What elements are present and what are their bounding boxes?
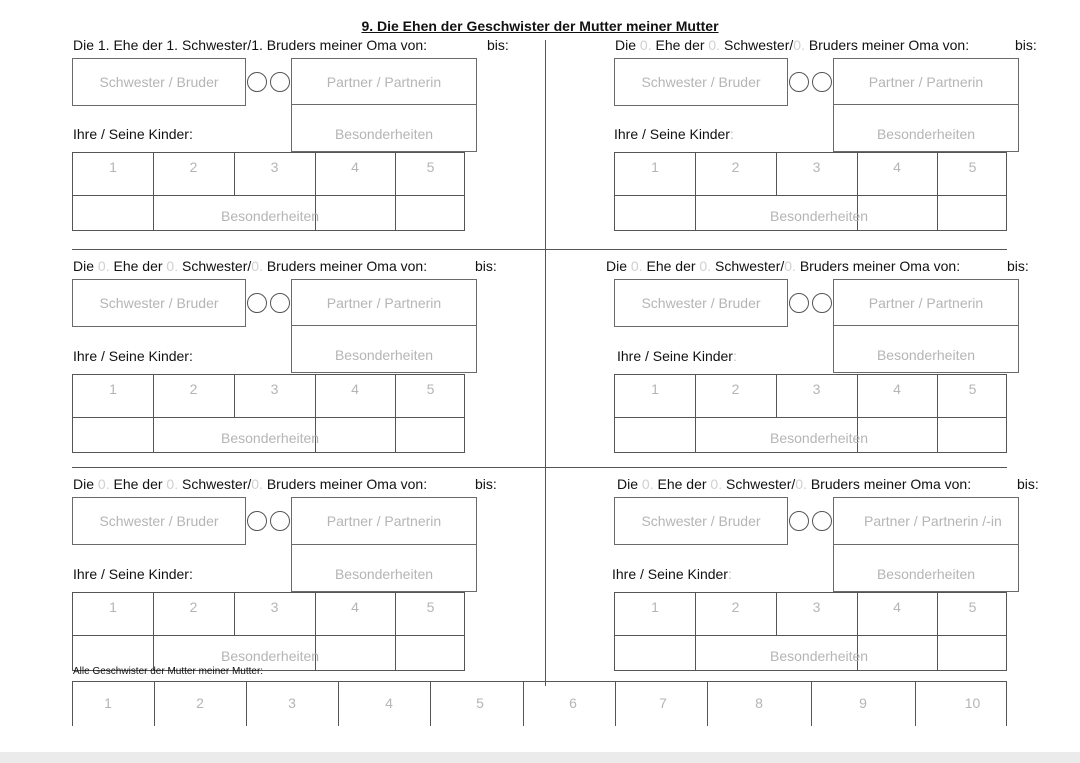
sibling-placeholder: Schwester / Bruder bbox=[641, 295, 761, 311]
sibling-placeholder: Schwester / Bruder bbox=[641, 74, 761, 90]
children-special-notes: Besonderheiten bbox=[770, 648, 869, 664]
partner-field[interactable] bbox=[833, 58, 1019, 105]
child-number: 3 bbox=[270, 381, 279, 397]
children-special-notes: Besonderheiten bbox=[221, 208, 320, 224]
wedding-ring-icon bbox=[247, 293, 267, 313]
children-special-notes: Besonderheiten bbox=[770, 430, 869, 446]
special-notes-placeholder: Besonderheiten bbox=[334, 566, 434, 582]
children-label-colon: : bbox=[732, 348, 737, 364]
children-label: Ihre / Seine Kinder: bbox=[73, 566, 193, 582]
header-text: Die 1. Ehe der 1. Schwester/1. Bruders meiner Oma von: bbox=[73, 37, 428, 53]
sibling-field[interactable] bbox=[614, 58, 788, 106]
special-notes-field[interactable] bbox=[833, 544, 1019, 592]
sibling-placeholder: Schwester / Bruder bbox=[99, 295, 219, 311]
child-number: 1 bbox=[109, 381, 117, 397]
child-number: 2 bbox=[189, 381, 198, 397]
children-label bbox=[614, 126, 734, 142]
center-divider bbox=[545, 40, 546, 686]
header-text: Bruders meiner Oma von: bbox=[799, 258, 961, 274]
header-text: Schwester/ bbox=[182, 476, 252, 492]
partner-placeholder: Partner / Partnerin bbox=[868, 294, 984, 311]
special-notes-placeholder: Besonderheiten bbox=[876, 126, 976, 142]
header-text: Schwester/ bbox=[182, 258, 252, 274]
header-text: Die bbox=[73, 476, 95, 492]
row-separator-2 bbox=[72, 467, 1007, 468]
children-table[interactable] bbox=[614, 152, 1007, 231]
until-label: bis: bbox=[475, 258, 497, 274]
wedding-ring-icon bbox=[270, 293, 290, 313]
marriage-number: 0. bbox=[97, 476, 110, 492]
marriage-number: 0. bbox=[641, 476, 654, 492]
header-text: Ehe der bbox=[113, 258, 163, 274]
child-number: 2 bbox=[731, 159, 740, 175]
marriage-header bbox=[606, 258, 960, 274]
children-label-text: Ihre / Seine Kinder bbox=[617, 348, 733, 364]
header-text: Bruders meiner Oma von: bbox=[810, 476, 972, 492]
child-number: 3 bbox=[812, 159, 821, 175]
child-number: 3 bbox=[270, 599, 279, 615]
children-table[interactable] bbox=[72, 592, 465, 671]
child-number: 5 bbox=[426, 159, 435, 175]
special-notes-field[interactable] bbox=[833, 325, 1019, 373]
child-number: 5 bbox=[426, 599, 435, 615]
child-number: 2 bbox=[189, 159, 198, 175]
special-notes-placeholder: Besonderheiten bbox=[334, 126, 434, 142]
child-number: 1 bbox=[651, 159, 659, 175]
children-table[interactable] bbox=[614, 374, 1007, 453]
children-table[interactable] bbox=[614, 592, 1007, 671]
page-title: 9. Die Ehen der Geschwister der Mutter meiner Mutter bbox=[361, 18, 719, 34]
children-special-notes: Besonderheiten bbox=[221, 648, 320, 664]
page-bottom-margin bbox=[0, 752, 1080, 763]
wedding-ring-icon bbox=[270, 72, 290, 92]
marriage-header bbox=[73, 258, 427, 274]
child-number: 4 bbox=[351, 381, 359, 397]
marriage-number: 0. bbox=[639, 37, 652, 53]
wedding-ring-icon bbox=[789, 511, 809, 531]
child-number: 3 bbox=[812, 381, 821, 397]
header-text: Schwester/ bbox=[715, 258, 785, 274]
children-label-text: Ihre / Seine Kinder bbox=[612, 566, 728, 582]
wedding-ring-icon bbox=[789, 293, 809, 313]
wedding-ring-icon bbox=[270, 511, 290, 531]
sibling-number: 0. bbox=[710, 476, 723, 492]
header-text: Die bbox=[615, 37, 637, 53]
children-label-text: Ihre / Seine Kinder bbox=[614, 126, 730, 142]
children-label: Ihre / Seine Kinder: bbox=[73, 126, 193, 142]
child-number: 4 bbox=[351, 159, 359, 175]
sibling-number: 0. bbox=[708, 37, 721, 53]
partner-field[interactable] bbox=[291, 58, 477, 105]
partner-field[interactable] bbox=[833, 279, 1019, 326]
sibling-number: 8 bbox=[755, 695, 763, 711]
partner-placeholder: Partner / Partnerin bbox=[326, 73, 442, 90]
sibling-field[interactable] bbox=[614, 497, 788, 545]
marriage-header bbox=[73, 37, 427, 53]
sibling-number: 1 bbox=[104, 695, 112, 711]
marriage-number: 0. bbox=[630, 258, 643, 274]
sibling-field[interactable] bbox=[72, 279, 246, 327]
header-text: Schwester/ bbox=[726, 476, 796, 492]
sibling-field[interactable] bbox=[72, 58, 246, 106]
child-number: 5 bbox=[968, 599, 977, 615]
until-label: bis: bbox=[1007, 258, 1029, 274]
sibling-number: 7 bbox=[659, 695, 667, 711]
sibling-placeholder: Schwester / Bruder bbox=[99, 74, 219, 90]
child-number: 5 bbox=[968, 159, 977, 175]
child-number: 3 bbox=[812, 599, 821, 615]
special-notes-field[interactable] bbox=[291, 104, 477, 152]
children-label bbox=[612, 566, 732, 582]
child-number: 1 bbox=[109, 159, 117, 175]
sibling-number: 0. bbox=[166, 476, 179, 492]
child-number: 4 bbox=[893, 159, 901, 175]
wedding-ring-icon bbox=[789, 72, 809, 92]
wedding-ring-icon bbox=[247, 511, 267, 531]
partner-placeholder: Partner / Partnerin bbox=[868, 73, 984, 90]
sibling-field[interactable] bbox=[72, 497, 246, 545]
child-number: 2 bbox=[731, 599, 740, 615]
sibling-number: 6 bbox=[569, 695, 577, 711]
header-text: Schwester/ bbox=[724, 37, 794, 53]
sibling-number: 0. bbox=[793, 37, 805, 53]
children-label: Ihre / Seine Kinder: bbox=[73, 348, 193, 364]
special-notes-placeholder: Besonderheiten bbox=[876, 347, 976, 363]
child-number: 2 bbox=[731, 381, 740, 397]
sibling-number: 0. bbox=[166, 258, 179, 274]
partner-field[interactable] bbox=[291, 279, 477, 326]
partner-placeholder: Partner / Partnerin bbox=[326, 513, 442, 529]
special-notes-field[interactable] bbox=[833, 104, 1019, 152]
wedding-ring-icon bbox=[247, 72, 267, 92]
child-number: 4 bbox=[893, 381, 901, 397]
sibling-placeholder: Schwester / Bruder bbox=[99, 513, 219, 529]
header-text: Die bbox=[73, 258, 95, 274]
sibling-placeholder: Schwester / Bruder bbox=[641, 513, 761, 529]
marriage-number: 0. bbox=[97, 258, 110, 274]
child-number: 1 bbox=[651, 599, 659, 615]
all-siblings-label: Alle Geschwister der Mutter meiner Mutter: bbox=[73, 666, 264, 677]
sibling-number: 4 bbox=[385, 695, 393, 711]
header-text: Ehe der bbox=[655, 37, 705, 53]
children-label-colon: : bbox=[727, 566, 732, 582]
child-number: 3 bbox=[270, 159, 279, 175]
children-table[interactable] bbox=[72, 374, 465, 453]
until-label: bis: bbox=[475, 476, 497, 492]
partner-placeholder: Partner / Partnerin /-in bbox=[864, 513, 1002, 529]
special-notes-field[interactable] bbox=[291, 544, 477, 592]
children-table[interactable] bbox=[72, 152, 465, 231]
child-number: 5 bbox=[968, 381, 977, 397]
until-label: bis: bbox=[1015, 37, 1037, 53]
sibling-number: 0. bbox=[795, 476, 807, 492]
until-label: bis: bbox=[1017, 476, 1039, 492]
sibling-number: 5 bbox=[476, 695, 484, 711]
sibling-number: 2 bbox=[196, 695, 204, 711]
children-label-colon: : bbox=[729, 126, 734, 142]
special-notes-placeholder: Besonderheiten bbox=[334, 347, 434, 363]
header-text: Bruders meiner Oma von: bbox=[266, 258, 428, 274]
child-number: 1 bbox=[109, 599, 117, 615]
header-text: Die bbox=[606, 258, 628, 274]
marriage-header bbox=[615, 37, 969, 53]
sibling-number: 0. bbox=[251, 258, 263, 274]
partner-field[interactable] bbox=[833, 497, 1019, 545]
row-separator-1 bbox=[72, 249, 1007, 250]
sibling-number: 3 bbox=[288, 695, 296, 711]
sibling-number: 9 bbox=[859, 695, 867, 711]
child-number: 4 bbox=[351, 599, 359, 615]
partner-placeholder: Partner / Partnerin bbox=[326, 294, 442, 311]
special-notes-field[interactable] bbox=[291, 325, 477, 373]
children-special-notes: Besonderheiten bbox=[221, 430, 320, 446]
child-number: 2 bbox=[189, 599, 198, 615]
wedding-ring-icon bbox=[812, 72, 832, 92]
sibling-number: 0. bbox=[699, 258, 712, 274]
all-siblings-table[interactable] bbox=[72, 681, 1007, 726]
header-text: Die bbox=[617, 476, 639, 492]
child-number: 4 bbox=[893, 599, 901, 615]
children-special-notes: Besonderheiten bbox=[770, 208, 869, 224]
until-label: bis: bbox=[487, 37, 509, 53]
wedding-ring-icon bbox=[812, 293, 832, 313]
children-label bbox=[617, 348, 737, 364]
sibling-field[interactable] bbox=[614, 279, 788, 327]
child-number: 1 bbox=[651, 381, 659, 397]
sibling-number: 10 bbox=[964, 695, 981, 711]
header-text: Ehe der bbox=[113, 476, 163, 492]
marriage-header bbox=[73, 476, 427, 492]
child-number: 5 bbox=[426, 381, 435, 397]
marriage-header bbox=[617, 476, 971, 492]
header-text: Ehe der bbox=[657, 476, 707, 492]
header-text: Bruders meiner Oma von: bbox=[808, 37, 970, 53]
header-text: Ehe der bbox=[646, 258, 696, 274]
partner-field[interactable] bbox=[291, 497, 477, 545]
sibling-number: 0. bbox=[251, 476, 263, 492]
sibling-number: 0. bbox=[784, 258, 796, 274]
special-notes-placeholder: Besonderheiten bbox=[876, 566, 976, 582]
header-text: Bruders meiner Oma von: bbox=[266, 476, 428, 492]
wedding-ring-icon bbox=[812, 511, 832, 531]
